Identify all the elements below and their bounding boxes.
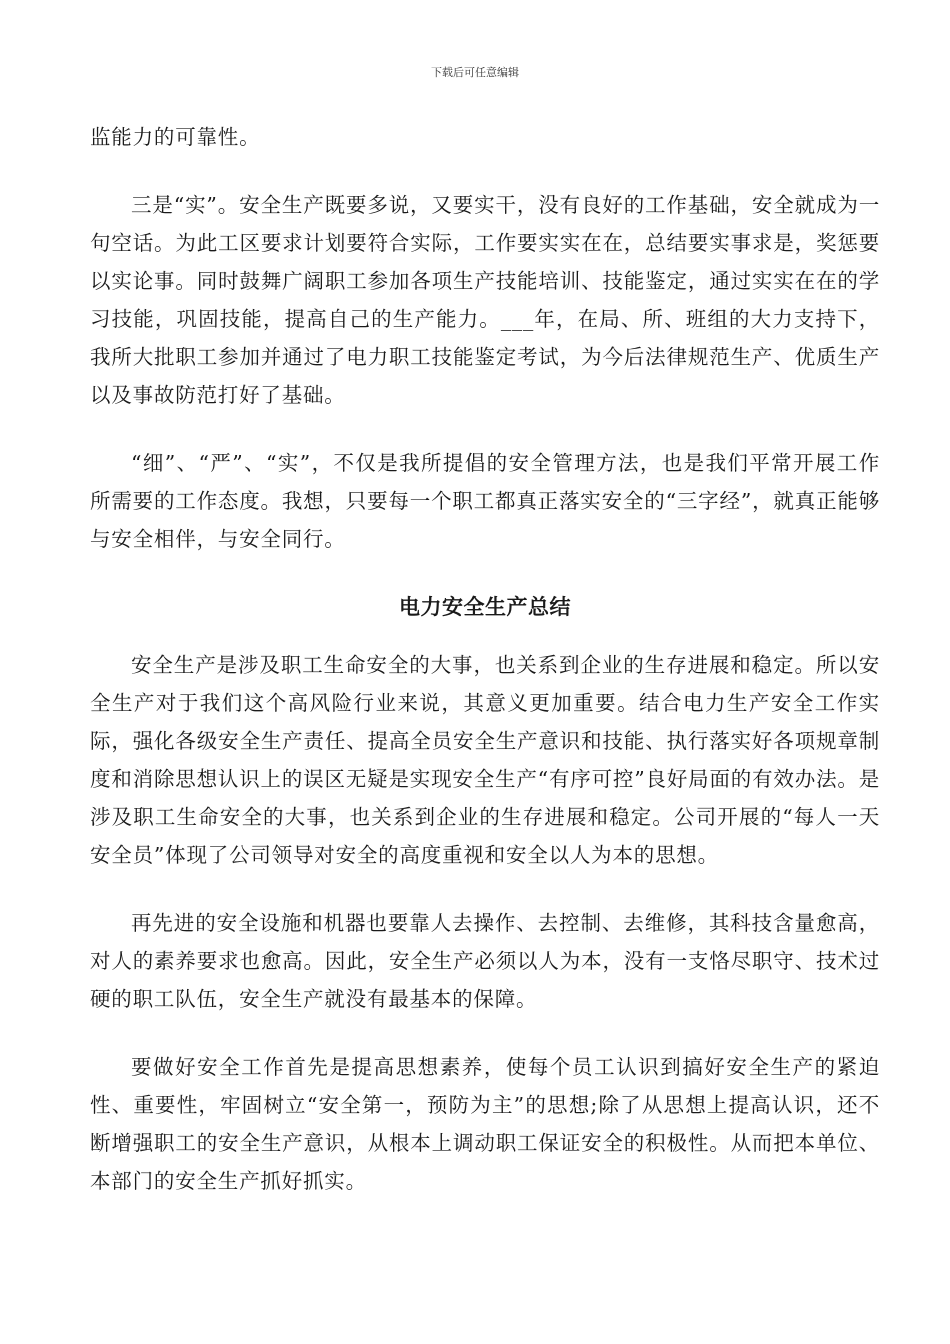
paragraph-ideology: 要做好安全工作首先是提高思想素养，使每个员工认识到搞好安全生产的紧迫性、重要性，牢固树立“安全第一，预防为主”的思想;除了从思想上提高认识，还不断增强职工的安全生产意识，从根本上调动职工保证安全的积极性。从而把本单位、本部门的安全生产抓好抓实。 bbox=[90, 1055, 880, 1193]
header-note: 下载后可任意编辑 bbox=[431, 66, 519, 79]
document-body bbox=[90, 118, 880, 1230]
section-title: 电力安全生产总结 bbox=[399, 595, 571, 619]
paragraph-continuation: 监能力的可靠性。 bbox=[90, 125, 261, 149]
paragraph-people: 再先进的安全设施和机器也要靠人去操作、去控制、去维修，其科技含量愈高，对人的素养要求也愈高。因此，安全生产必须以人为本，没有一支恪尽职守、技术过硬的职工队伍，安全生产就没有最基本的保障。 bbox=[90, 911, 880, 1011]
paragraph-intro: 安全生产是涉及职工生命安全的大事，也关系到企业的生存进展和稳定。所以安全生产对于我们这个高风险行业来说，其意义更加重要。结合电力生产安全工作实际，强化各级安全生产责任、提高全员安全生产意识和技能、执行落实好各项规章制度和消除思想认识上的误区无疑是实现安全生产“有序可控”良好局面的有效办法。是涉及职工生命安全的大事，也关系到企业的生存进展和稳定。公司开展的“每人一天安全员”体现了公司领导对安全的高度重视和安全以人为本的思想。 bbox=[90, 653, 880, 867]
paragraph-summary: “细”、“严”、“实”，不仅是我所提倡的安全管理方法，也是我们平常开展工作所需要的工作态度。我想，只要每一个职工都真正落实安全的“三字经”，就真正能够与安全相伴，与安全同行。 bbox=[90, 451, 880, 551]
paragraph-shi: 三是“实”。安全生产既要多说，又要实干，没有良好的工作基础，安全就成为一句空话。为此工区要求计划要符合实际，工作要实实在在，总结要实事求是，奖惩要以实论事。同时鼓舞广阔职工参加各项生产技能培训、技能鉴定，通过实实在在的学习技能，巩固技能，提高自己的生产能力。___年，在局、所、班组的大力支持下，我所大批职工参加并通过了电力职工技能鉴定考试，为今后法律规范生产、优质生产以及事故防范打好了基础。 bbox=[90, 193, 880, 407]
